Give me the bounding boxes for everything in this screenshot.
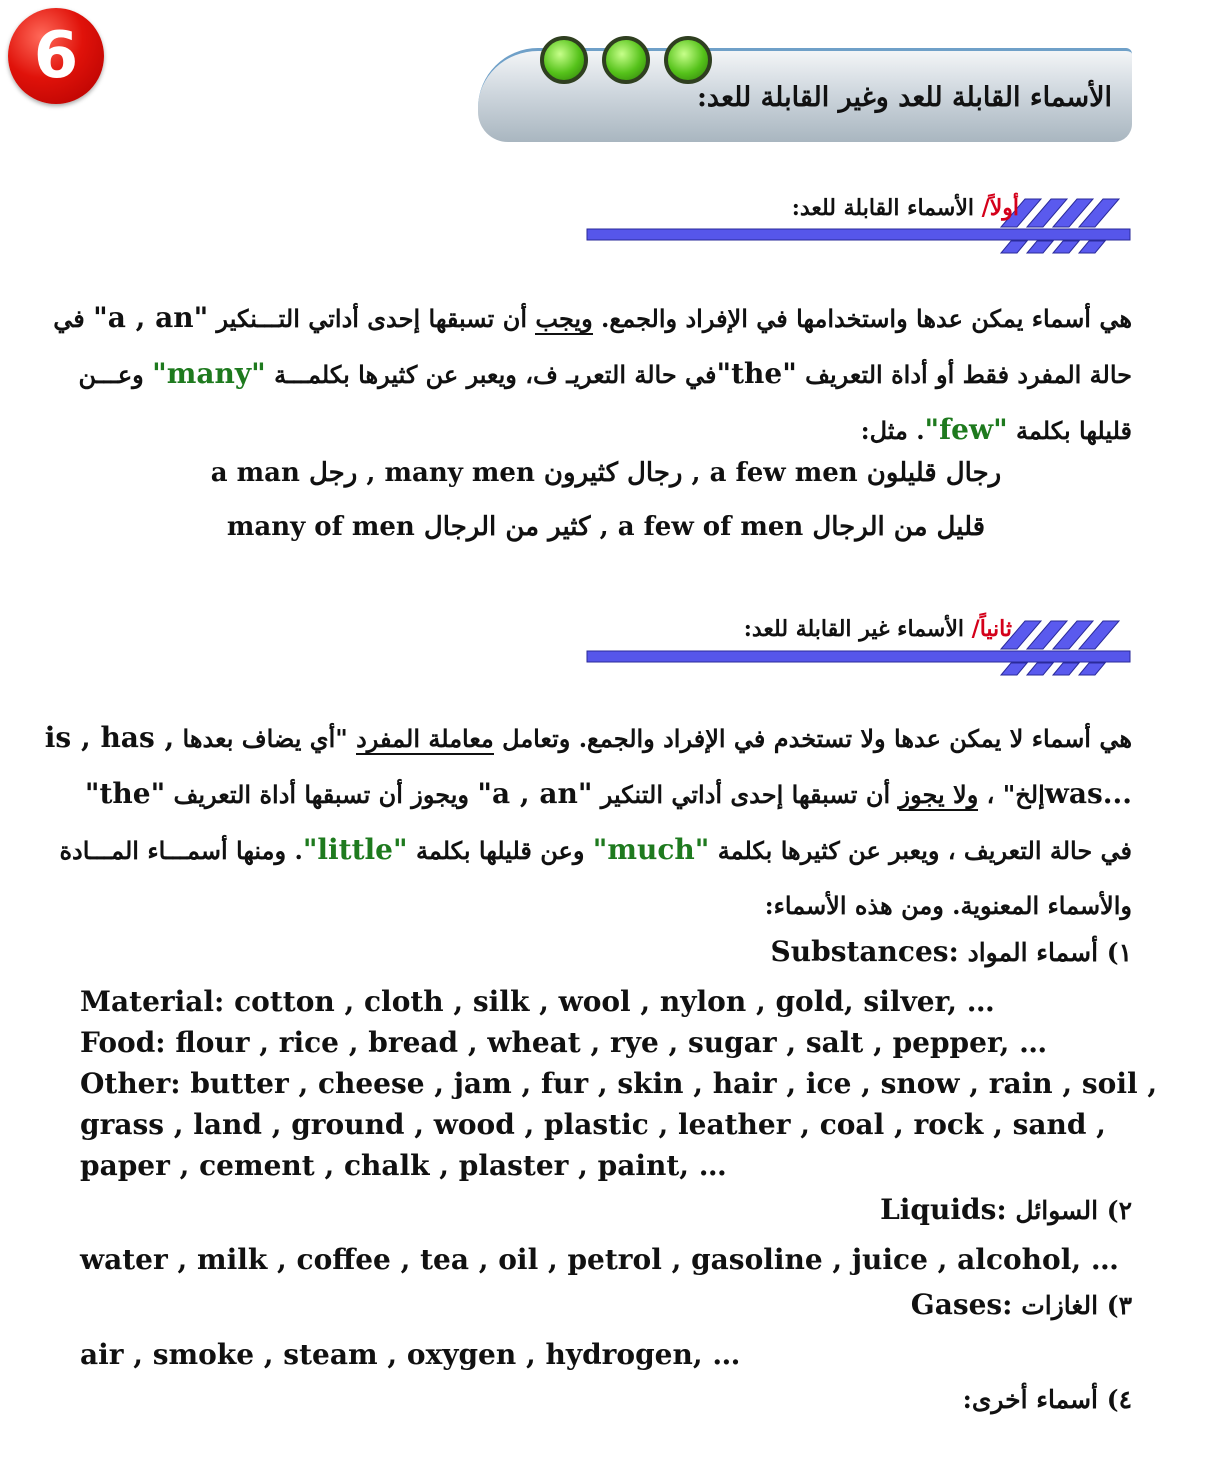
para1-line1: هي أسماء يمكن عدها واستخدامها في الإفراد والجمع. ويجب أن تسبقها إحدى أداتي التـــنكير "a , an" في bbox=[53, 301, 1132, 334]
para2-line1: هي أسماء لا يمكن عدها ولا تستخدم في الإفراد والجمع. وتعامل معاملة المفرد "أي يضاف بعدها is , has , bbox=[44, 721, 1132, 754]
green-circle-icon bbox=[540, 36, 588, 84]
green-circle-icon bbox=[602, 36, 650, 84]
green-circle-icon bbox=[664, 36, 712, 84]
paragraph-countable bbox=[53, 290, 1132, 458]
paragraph-uncountable bbox=[44, 710, 1132, 933]
section-2-title bbox=[552, 616, 1012, 642]
substance-line: Other: butter , cheese , jam , fur , skin , hair , ice , snow , rain , soil , bbox=[80, 1067, 1158, 1100]
section-2-text: الأسماء غير القابلة للعد: bbox=[743, 616, 972, 642]
substance-line: paper , cement , chalk , plaster , paint, … bbox=[80, 1149, 727, 1182]
section-1-title bbox=[559, 195, 1019, 221]
para1-line2: حالة المفرد فقط أو أداة التعريف "the"في حالة التعريـ ف، ويعبر عن كثيرها بكلمـــة "many" وعـــن bbox=[78, 357, 1132, 390]
gases-list: air , smoke , steam , oxygen , hydrogen, … bbox=[80, 1338, 741, 1371]
liquids-list: water , milk , coffee , tea , oil , petrol , gasoline , juice , alcohol, … bbox=[80, 1243, 1119, 1276]
item-4-heading: ٤) أسماء أخرى: bbox=[962, 1385, 1132, 1414]
item-3-heading: ٣) الغازات Gases: bbox=[910, 1288, 1132, 1321]
substance-line: Material: cotton , cloth , silk , wool , nylon , gold, silver, … bbox=[80, 985, 995, 1018]
substances-list bbox=[80, 985, 1158, 1190]
para2-line2: was...إلخ" ، ولا يجوز أن تسبقها إحدى أداتي التنكير "a , an" ويجوز أن تسبقها أداة التعريف "the" bbox=[84, 777, 1132, 810]
section-2-prefix: ثانياً/ bbox=[971, 616, 1012, 642]
page-number: 6 bbox=[33, 19, 79, 93]
section-1-prefix: أولاً/ bbox=[981, 195, 1019, 221]
para2-line3: في حالة التعريف ، ويعبر عن كثيرها بكلمة "much" وعن قليلها بكلمة "little". ومنها أسمـــاء المـــادة bbox=[59, 833, 1132, 866]
example-line-2: قليل من الرجال a few of men , كثير من الرجال many of men bbox=[226, 512, 986, 542]
example-line-1: رجال قليلون a few men , رجال كثيرون many men , رجل a man bbox=[210, 458, 1002, 488]
section-1-text: الأسماء القابلة للعد: bbox=[791, 195, 982, 221]
substance-line: Food: flour , rice , bread , wheat , rye , sugar , salt , pepper, … bbox=[80, 1026, 1048, 1059]
page-title: الأسماء القابلة للعد وغير القابلة للعد: bbox=[696, 82, 1112, 113]
item-2-heading: ٢) السوائل Liquids: bbox=[880, 1193, 1132, 1226]
item-1-heading: ١) أسماء المواد Substances: bbox=[770, 935, 1132, 968]
para1-line3: قليلها بكلمة "few". مثل: bbox=[860, 413, 1132, 446]
para2-line4: والأسماء المعنوية. ومن هذه الأسماء: bbox=[764, 891, 1132, 920]
substance-line: grass , land , ground , wood , plastic , leather , coal , rock , sand , bbox=[80, 1108, 1106, 1141]
page-number-badge bbox=[8, 8, 104, 104]
